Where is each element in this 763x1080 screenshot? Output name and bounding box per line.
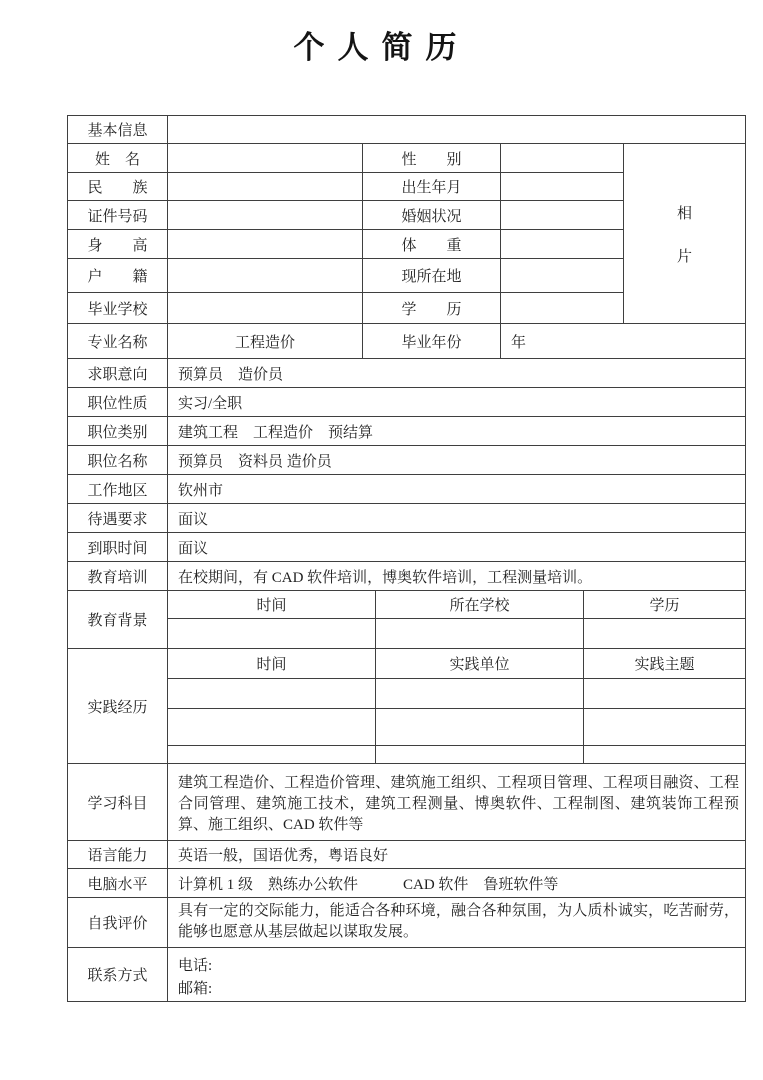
- skills-contact-table: [67, 763, 746, 1002]
- label-graduate-school: 毕业学校: [68, 293, 168, 324]
- label-self-evaluation: 自我评价: [68, 898, 168, 948]
- label-major: 专业名称: [68, 324, 168, 359]
- label-start-time: 到职时间: [68, 533, 168, 562]
- practice-experience-table: [67, 648, 746, 764]
- label-height: 身 高: [68, 230, 168, 259]
- photo-placeholder: [624, 144, 746, 324]
- practice-row-unit: [376, 709, 584, 746]
- label-ethnicity: 民 族: [68, 173, 168, 201]
- basic-info-header-blank: [168, 116, 746, 144]
- practice-header-time: 时间: [168, 649, 376, 679]
- label-study-subjects: 学习科目: [68, 764, 168, 841]
- resume-table: [67, 115, 745, 1002]
- practice-row-topic: [584, 679, 746, 709]
- value-ethnicity: [168, 173, 363, 201]
- label-current-location: 现所在地: [363, 259, 501, 293]
- photo-label-char-1: 相: [676, 205, 692, 222]
- value-name: [168, 144, 363, 173]
- education-row-degree: [584, 619, 746, 649]
- value-position-category: 建筑工程 工程造价 预结算: [168, 417, 746, 446]
- value-contact-info: [168, 948, 746, 1002]
- value-weight: [501, 230, 624, 259]
- value-work-area: 钦州市: [168, 475, 746, 504]
- label-gender: 性 别: [363, 144, 501, 173]
- education-row-school: [376, 619, 584, 649]
- contact-phone-label: 电话:: [178, 958, 213, 974]
- section-label-basic-info: 基本信息: [68, 116, 168, 144]
- education-header-time: 时间: [168, 591, 376, 619]
- label-marital-status: 婚姻状况: [363, 201, 501, 230]
- label-education-background: 教育背景: [68, 591, 168, 649]
- value-salary-requirement: 面议: [168, 504, 746, 533]
- value-education-training: 在校期间，有 CAD 软件培训，博奥软件培训，工程测量培训。: [168, 562, 746, 591]
- label-job-intention: 求职意向: [68, 359, 168, 388]
- practice-row-topic: [584, 709, 746, 746]
- value-id-number: [168, 201, 363, 230]
- label-position-category: 职位类别: [68, 417, 168, 446]
- practice-row-time: [168, 709, 376, 746]
- value-gender: [501, 144, 624, 173]
- contact-email-label: 邮箱:: [178, 981, 213, 997]
- value-degree: [501, 293, 624, 324]
- education-header-degree: 学历: [584, 591, 746, 619]
- value-study-subjects: 建筑工程造价、工程造价管理、建筑施工组织、工程项目管理、工程项目融资、工程合同管理、建筑施工技术，建筑工程测量、博奥软件、工程制图、建筑装饰工程预算、施工组织、CAD 软件等: [168, 764, 746, 841]
- job-intention-table: [67, 358, 746, 591]
- label-graduation-year: 毕业年份: [363, 324, 501, 359]
- education-background-table: [67, 590, 746, 649]
- value-major: 工程造价: [168, 324, 363, 359]
- value-height: [168, 230, 363, 259]
- label-education-training: 教育培训: [68, 562, 168, 591]
- value-job-intention: 预算员 造价员: [168, 359, 746, 388]
- label-id-number: 证件号码: [68, 201, 168, 230]
- label-salary-requirement: 待遇要求: [68, 504, 168, 533]
- education-header-school: 所在学校: [376, 591, 584, 619]
- practice-header-topic: 实践主题: [584, 649, 746, 679]
- value-marital-status: [501, 201, 624, 230]
- practice-row-time: [168, 746, 376, 764]
- practice-header-unit: 实践单位: [376, 649, 584, 679]
- education-row-time: [168, 619, 376, 649]
- label-practice-experience: 实践经历: [68, 649, 168, 764]
- label-household-registration: 户 籍: [68, 259, 168, 293]
- label-degree: 学 历: [363, 293, 501, 324]
- label-language-ability: 语言能力: [68, 841, 168, 869]
- value-graduate-school: [168, 293, 363, 324]
- value-current-location: [501, 259, 624, 293]
- value-computer-skills: 计算机 1 级 熟练办公软件 CAD 软件 鲁班软件等: [168, 869, 746, 898]
- practice-row-time: [168, 679, 376, 709]
- value-language-ability: 英语一般，国语优秀，粤语良好: [168, 841, 746, 869]
- value-position-type: 实习/全职: [168, 388, 746, 417]
- label-name: 姓 名: [68, 144, 168, 173]
- value-start-time: 面议: [168, 533, 746, 562]
- practice-row-unit: [376, 746, 584, 764]
- value-graduation-year: 年: [501, 324, 746, 359]
- photo-label-char-2: 片: [676, 248, 692, 265]
- basic-info-table: [67, 115, 746, 359]
- practice-row-unit: [376, 679, 584, 709]
- value-household-registration: [168, 259, 363, 293]
- label-contact-info: 联系方式: [68, 948, 168, 1002]
- label-computer-skills: 电脑水平: [68, 869, 168, 898]
- value-birth-date: [501, 173, 624, 201]
- label-position-name: 职位名称: [68, 446, 168, 475]
- value-position-name: 预算员 资料员 造价员: [168, 446, 746, 475]
- practice-row-topic: [584, 746, 746, 764]
- page-title: 个人简历: [293, 30, 470, 66]
- value-self-evaluation: 具有一定的交际能力，能适合各种环境，融合各种氛围，为人质朴诚实，吃苦耐劳，能够也愿意从基层做起以谋取发展。: [168, 898, 746, 948]
- label-weight: 体 重: [363, 230, 501, 259]
- label-position-type: 职位性质: [68, 388, 168, 417]
- label-work-area: 工作地区: [68, 475, 168, 504]
- label-birth-date: 出生年月: [363, 173, 501, 201]
